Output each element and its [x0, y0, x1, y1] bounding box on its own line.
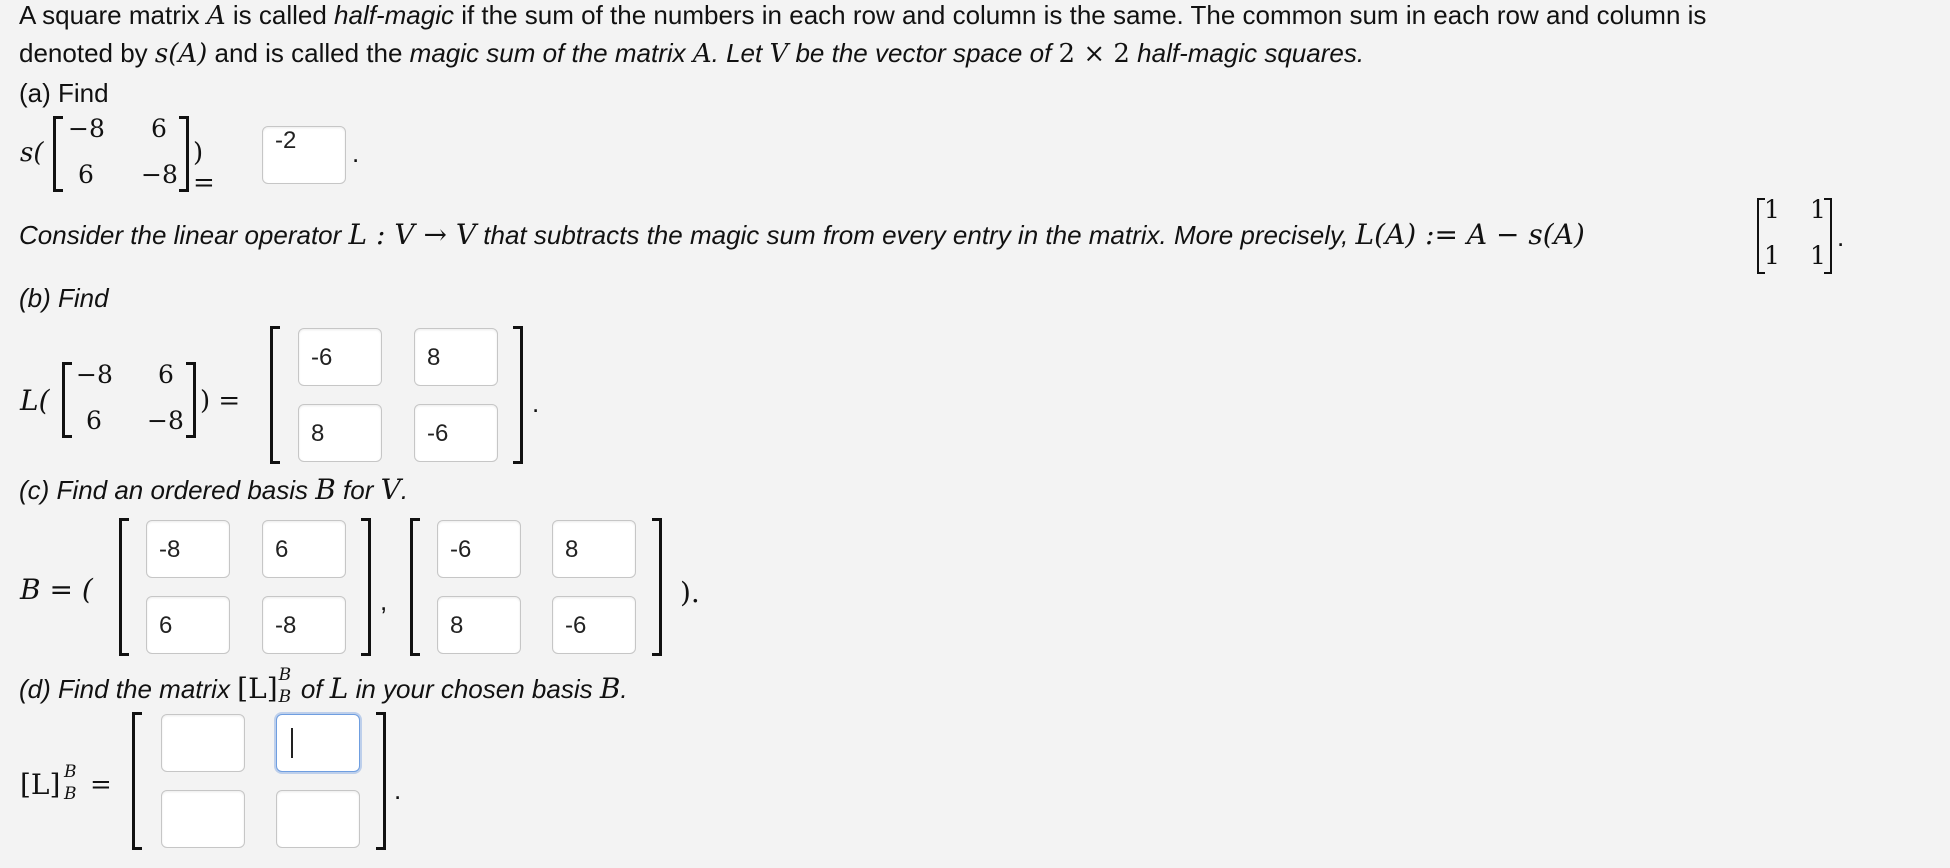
- matrix-rep-bracket-left: [132, 712, 142, 850]
- matrix-entry: −8: [141, 160, 178, 189]
- matrix-entry: 6: [78, 160, 94, 189]
- sup-sub: [278, 665, 294, 707]
- matrix-rep-bracket-right: [376, 712, 386, 850]
- intro-line-1: [19, 0, 1706, 31]
- L-matrix-entry-input-21[interactable]: 8: [298, 404, 382, 462]
- intro-text: and is called the: [207, 38, 410, 68]
- equals-sign: ) =: [193, 138, 215, 198]
- basis-matrix-2-entry-12[interactable]: 8: [552, 520, 636, 578]
- part-d-text: of: [293, 674, 330, 704]
- function-s: s(: [20, 138, 44, 168]
- matrix-rep-lhs: [L]: [20, 768, 61, 801]
- part-c-text: for: [335, 475, 381, 505]
- intro-text: if the sum of the numbers in each row and column is the same. The common sum in each row and column is: [453, 0, 1707, 30]
- part-b-label: (b) Find: [19, 283, 109, 313]
- magic-sum-answer-input[interactable]: -2: [262, 126, 346, 184]
- part-d-text: .: [620, 674, 628, 704]
- operator-formula: L(A) := A − s(A): [1355, 218, 1585, 251]
- matrix-bracket-left: [53, 116, 63, 192]
- intro-text: . Let: [711, 38, 770, 68]
- basis-close: ).: [680, 576, 700, 609]
- matrix-rep-symbol: [L]: [237, 672, 278, 705]
- intro-line-2: [19, 38, 1364, 69]
- subscript-B: B: [278, 687, 292, 707]
- period: .: [394, 775, 402, 805]
- answer-bracket-left: [270, 326, 280, 464]
- intro-text: A square matrix: [19, 0, 207, 30]
- operator-definition-text: [19, 220, 1585, 250]
- ones-matrix-entry: 1: [1810, 241, 1826, 270]
- intro-text: be the vector space of: [788, 38, 1059, 68]
- magic-sum-expr: s(A): [154, 39, 208, 69]
- intro-text: is called: [225, 0, 335, 30]
- ones-matrix-entry: 1: [1810, 195, 1826, 224]
- ones-matrix-bracket-right: [1824, 198, 1832, 274]
- function-L: L(: [20, 384, 50, 417]
- answer-bracket-right: [513, 326, 523, 464]
- L-matrix-entry-input-11[interactable]: -6: [298, 328, 382, 386]
- comma: ,: [380, 586, 388, 616]
- period: .: [532, 388, 540, 418]
- space-variable: V: [380, 473, 401, 506]
- matrix-entry: 6: [158, 360, 174, 389]
- matrix-bracket-left: [62, 362, 72, 438]
- matrix-entry: 6: [151, 114, 167, 143]
- term-magic-sum: magic sum of the matrix: [409, 38, 693, 68]
- part-d-text: in your chosen basis: [348, 674, 600, 704]
- basis-matrix-2-entry-11[interactable]: -6: [437, 520, 521, 578]
- basis-matrix-1-bracket-right: [361, 518, 371, 656]
- dimension-expr: 2 × 2: [1058, 39, 1130, 69]
- basis-matrix-2-bracket-left: [410, 518, 420, 656]
- matrix-bracket-right: [179, 116, 189, 192]
- basis-lhs: B = (: [20, 573, 93, 606]
- basis-matrix-1-entry-12[interactable]: 6: [262, 520, 346, 578]
- L-matrix-entry-input-22[interactable]: -6: [414, 404, 498, 462]
- basis-matrix-2-bracket-right: [652, 518, 662, 656]
- matrix-entry: −8: [76, 360, 113, 389]
- superscript-B: B: [278, 665, 292, 685]
- part-c-text: .: [400, 475, 409, 505]
- part-c-text: (c) Find an ordered basis: [19, 475, 316, 505]
- matrix-entry: 6: [86, 406, 102, 435]
- intro-text: denoted by: [19, 38, 155, 68]
- basis-matrix-2-entry-22[interactable]: -6: [552, 596, 636, 654]
- part-a-label: (a) Find: [19, 78, 109, 108]
- matrix-bracket-right: [186, 362, 196, 438]
- matrix-rep-entry-12[interactable]: [276, 714, 360, 772]
- matrix-variable: A: [206, 1, 226, 31]
- basis-matrix-1-entry-11[interactable]: -8: [146, 520, 230, 578]
- consider-text: that subtracts the magic sum from every entry in the matrix. More precisely,: [476, 220, 1356, 250]
- text-cursor: [291, 728, 293, 758]
- L-matrix-entry-input-12[interactable]: 8: [414, 328, 498, 386]
- operator-variable: L: [329, 672, 349, 705]
- basis-matrix-1-bracket-left: [119, 518, 129, 656]
- equals-sign: ) =: [200, 386, 241, 416]
- part-c-label: [19, 475, 408, 505]
- basis-matrix-1-entry-22[interactable]: -8: [262, 596, 346, 654]
- consider-text: Consider the linear operator: [19, 220, 349, 250]
- matrix-entry: −8: [68, 114, 105, 143]
- term-half-magic: half-magic: [334, 0, 454, 30]
- period: .: [1837, 222, 1845, 252]
- operator-signature: L : V → V: [348, 218, 477, 251]
- part-d-text: (d) Find the matrix: [19, 674, 238, 704]
- space-variable: V: [769, 39, 789, 69]
- matrix-rep-entry-22[interactable]: [276, 790, 360, 848]
- matrix-rep-subscript: B: [64, 784, 77, 804]
- intro-text: half-magic squares.: [1129, 38, 1365, 68]
- basis-variable: B: [599, 672, 621, 705]
- matrix-entry: −8: [147, 406, 184, 435]
- matrix-rep-entry-21[interactable]: [161, 790, 245, 848]
- ones-matrix-entry: 1: [1764, 241, 1780, 270]
- matrix-rep-entry-11[interactable]: [161, 714, 245, 772]
- ones-matrix-entry: 1: [1764, 195, 1780, 224]
- basis-matrix-1-entry-21[interactable]: 6: [146, 596, 230, 654]
- basis-variable: B: [315, 473, 336, 506]
- matrix-rep-superscript: B: [64, 762, 77, 782]
- equals-sign: =: [90, 770, 112, 800]
- matrix-variable: A: [692, 39, 712, 69]
- part-d-label: [19, 665, 628, 707]
- basis-matrix-2-entry-21[interactable]: 8: [437, 596, 521, 654]
- period: .: [352, 138, 360, 168]
